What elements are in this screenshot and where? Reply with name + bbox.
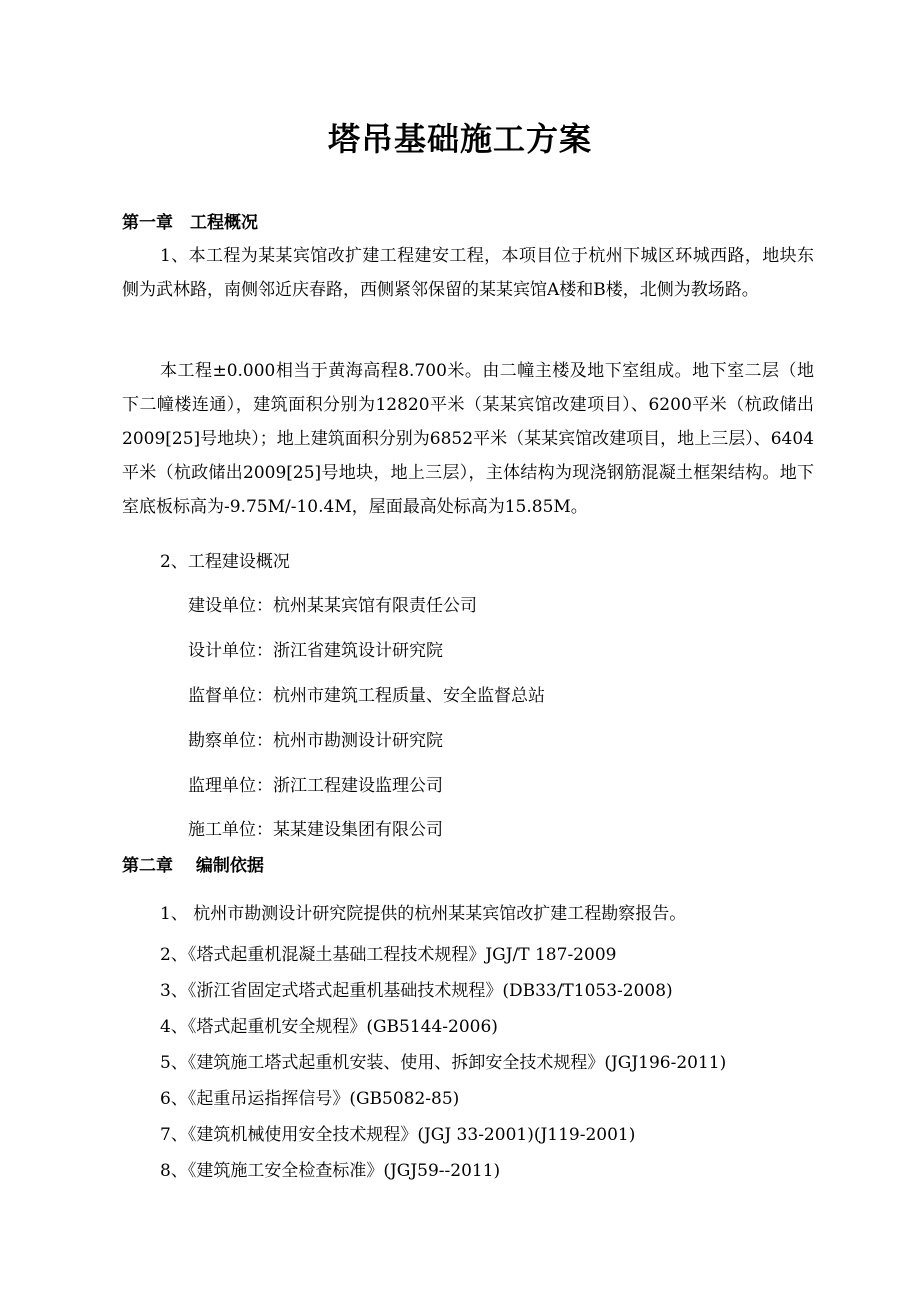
reference-item: 3、《浙江省固定式塔式起重机基础技术规程》(DB33/T1053-2008) [160, 981, 673, 1001]
unit-line: 监督单位：杭州市建筑工程质量、安全监督总站 [188, 686, 545, 706]
chapter-1-heading: 第一章 工程概况 [122, 213, 258, 233]
project-scale-paragraph: 本工程±0.000相当于黄海高程8.700米。由二幢主楼及地下室组成。地下室二层（地下二幢楼连通），建筑面积分别为12820平米（某某宾馆改建项目）、6200平米（杭政储出2009[25]号地块）；地上建筑面积分别为6852平米（某某宾馆改建项目，地上三层）、6404平米（杭政储出2009[25]号地块，地上三层），主体结构为现浇钢筋混凝土框架结构。地下室底板标高为-9.75M/-10.4M，屋面最高处标高为15.85M。 [122, 361, 814, 517]
reference-item: 2、《塔式起重机混凝土基础工程技术规程》JGJ/T 187-2009 [160, 945, 617, 965]
unit-line: 建设单位：杭州某某宾馆有限责任公司 [188, 596, 477, 616]
reference-item: 1、 杭州市勘测设计研究院提供的杭州某某宾馆改扩建工程勘察报告。 [160, 904, 687, 924]
reference-item: 8、《建筑施工安全检查标准》(JGJ59--2011) [160, 1161, 501, 1181]
unit-line: 监理单位：浙江工程建设监理公司 [188, 776, 443, 796]
reference-item: 6、《起重吊运指挥信号》(GB5082-85) [160, 1089, 460, 1109]
reference-item: 4、《塔式起重机安全规程》(GB5144-2006) [160, 1017, 498, 1037]
unit-line: 设计单位：浙江省建筑设计研究院 [188, 641, 443, 661]
construction-overview-subheading: 2、工程建设概况 [160, 552, 290, 572]
reference-item: 5、《建筑施工塔式起重机安装、使用、拆卸安全技术规程》(JGJ196-2011) [160, 1053, 727, 1073]
reference-item: 7、《建筑机械使用安全技术规程》(JGJ 33-2001)(J119-2001) [160, 1125, 636, 1145]
unit-line: 勘察单位：杭州市勘测设计研究院 [188, 731, 443, 751]
chapter-2-heading: 第二章 编制依据 [122, 856, 264, 876]
document-title: 塔吊基础施工方案 [327, 120, 592, 158]
project-location-paragraph: 1、本工程为某某宾馆改扩建工程建安工程，本项目位于杭州下城区环城西路，地块东侧为武林路，南侧邻近庆春路，西侧紧邻保留的某某宾馆A楼和B楼，北侧为教场路。 [122, 246, 814, 300]
unit-line: 施工单位：某某建设集团有限公司 [188, 820, 443, 840]
